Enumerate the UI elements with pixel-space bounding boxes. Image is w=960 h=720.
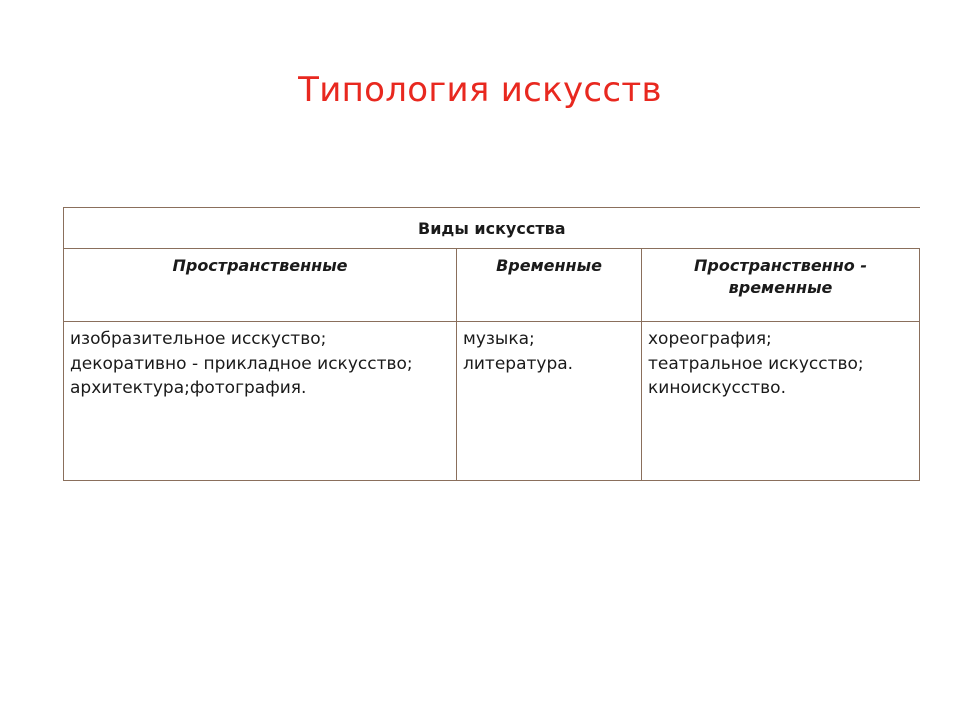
column-header-temporal: Временные xyxy=(457,249,642,322)
cell-temporal-arts: музыка; литература. xyxy=(457,322,642,481)
table-caption-row xyxy=(64,208,920,249)
cell-spatiotemporal-arts: хореография; театральное искусство; киноискусство. xyxy=(642,322,920,481)
column-header-spatial: Пространственные xyxy=(64,249,457,322)
table-caption: Виды искусства xyxy=(64,208,920,249)
table-row xyxy=(64,322,920,481)
slide-title: Типология искусств xyxy=(298,70,662,110)
table-header-row xyxy=(64,249,920,322)
cell-spatial-arts: изобразительное исскуство; декоративно - прикладное искусство; архитектура;фотография. xyxy=(64,322,457,481)
art-types-table xyxy=(63,207,920,481)
column-header-spatiotemporal: Пространственно - временные xyxy=(642,249,920,322)
